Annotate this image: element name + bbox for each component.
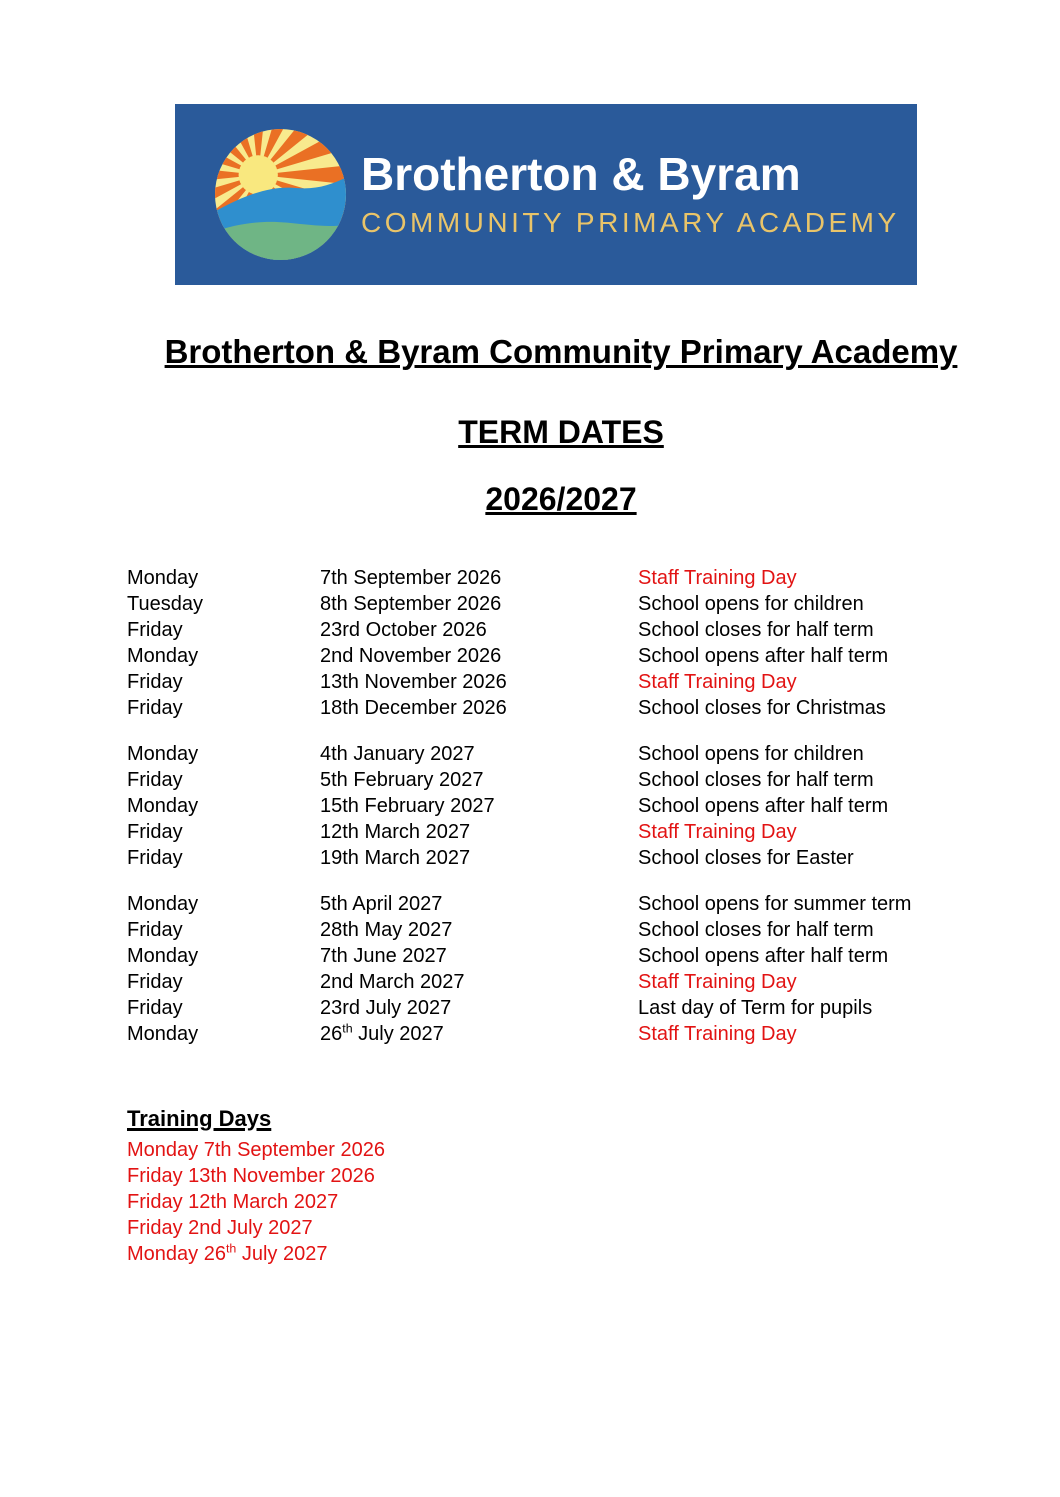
day-cell: Friday — [127, 971, 183, 993]
banner-text-block — [361, 150, 900, 238]
day-cell: Friday — [127, 619, 183, 641]
event-cell: Staff Training Day — [638, 971, 797, 993]
date-cell: 7th June 2027 — [320, 945, 447, 967]
date-cell: 15th February 2027 — [320, 795, 495, 817]
event-cell: School closes for Easter — [638, 847, 854, 869]
term-date-row — [127, 643, 995, 669]
term-date-row — [127, 767, 995, 793]
event-cell: School opens after half term — [638, 795, 889, 817]
banner-school-subtitle: COMMUNITY PRIMARY ACADEMY — [361, 206, 900, 238]
date-cell: 2nd March 2027 — [320, 971, 465, 993]
event-cell: School opens for summer term — [638, 893, 912, 915]
date-cell: 2nd November 2026 — [320, 645, 502, 667]
term-date-row — [127, 591, 995, 617]
autumn-term-group — [127, 565, 995, 721]
term-date-row — [127, 669, 995, 695]
term-date-row — [127, 819, 995, 845]
date-cell: 18th December 2026 — [320, 697, 507, 719]
academic-year-heading: 2026/2027 — [485, 481, 637, 517]
school-name-heading: Brotherton & Byram Community Primary Academy — [164, 333, 958, 370]
summer-term-group — [127, 891, 995, 1047]
date-cell: 19th March 2027 — [320, 847, 471, 869]
training-day-item: Monday 7th September 2026 — [127, 1139, 385, 1161]
training-day-item: Monday 26th July 2027 — [127, 1241, 328, 1265]
training-days-heading: Training Days — [127, 1106, 272, 1131]
event-cell: School opens after half term — [638, 945, 889, 967]
day-cell: Friday — [127, 919, 183, 941]
date-cell: 13th November 2026 — [320, 671, 507, 693]
event-cell: Staff Training Day — [638, 1023, 797, 1045]
day-cell: Friday — [127, 847, 183, 869]
event-cell: Staff Training Day — [638, 821, 797, 843]
day-cell: Monday — [127, 893, 199, 915]
term-date-row — [127, 695, 995, 721]
date-cell: 8th September 2026 — [320, 593, 502, 615]
day-cell: Monday — [127, 1023, 199, 1045]
day-cell: Monday — [127, 743, 199, 765]
banner-school-name: Brotherton & Byram — [361, 148, 801, 201]
date-cell: 4th January 2027 — [320, 743, 475, 765]
term-date-row — [127, 845, 995, 871]
date-cell: 5th April 2027 — [320, 893, 443, 915]
event-cell: Staff Training Day — [638, 671, 797, 693]
day-cell: Monday — [127, 567, 199, 589]
day-cell: Monday — [127, 795, 199, 817]
event-cell: School opens for children — [638, 743, 864, 765]
day-cell: Friday — [127, 997, 183, 1019]
day-cell: Friday — [127, 821, 183, 843]
date-cell: 28th May 2027 — [320, 919, 453, 941]
date-cell: 23rd July 2027 — [320, 997, 452, 1019]
date-cell: 5th February 2027 — [320, 769, 484, 791]
event-cell: School opens after half term — [638, 645, 889, 667]
event-cell: School closes for half term — [638, 919, 874, 941]
event-cell: School closes for half term — [638, 619, 874, 641]
event-cell: School closes for half term — [638, 769, 874, 791]
day-cell: Monday — [127, 645, 199, 667]
term-date-row — [127, 1021, 995, 1047]
term-date-row — [127, 943, 995, 969]
training-day-item: Friday 13th November 2026 — [127, 1165, 375, 1187]
term-date-row — [127, 793, 995, 819]
event-cell: School opens for children — [638, 593, 864, 615]
training-day-item: Friday 2nd July 2027 — [127, 1217, 313, 1239]
event-cell: School closes for Christmas — [638, 697, 886, 719]
date-cell: 23rd October 2026 — [320, 619, 487, 641]
day-cell: Tuesday — [127, 593, 203, 615]
term-dates-table — [127, 565, 995, 1047]
term-date-row — [127, 565, 995, 591]
date-cell: 7th September 2026 — [320, 567, 502, 589]
event-cell: Last day of Term for pupils — [638, 997, 873, 1019]
term-dates-heading: TERM DATES — [458, 414, 664, 450]
term-date-row — [127, 741, 995, 767]
training-day-item: Friday 12th March 2027 — [127, 1191, 339, 1213]
training-days-section — [127, 1105, 995, 1267]
date-cell: 12th March 2027 — [320, 821, 471, 843]
term-date-row — [127, 617, 995, 643]
training-days-list — [127, 1137, 995, 1267]
sun-landscape-logo-icon — [215, 129, 346, 260]
term-date-row — [127, 995, 995, 1021]
date-cell: 26th July 2027 — [320, 1021, 444, 1045]
day-cell: Friday — [127, 671, 183, 693]
school-logo-banner — [175, 104, 917, 285]
term-date-row — [127, 917, 995, 943]
term-date-row — [127, 891, 995, 917]
spring-term-group — [127, 741, 995, 871]
day-cell: Friday — [127, 769, 183, 791]
day-cell: Friday — [127, 697, 183, 719]
event-cell: Staff Training Day — [638, 567, 797, 589]
day-cell: Monday — [127, 945, 199, 967]
term-date-row — [127, 969, 995, 995]
document-content — [127, 285, 995, 1267]
